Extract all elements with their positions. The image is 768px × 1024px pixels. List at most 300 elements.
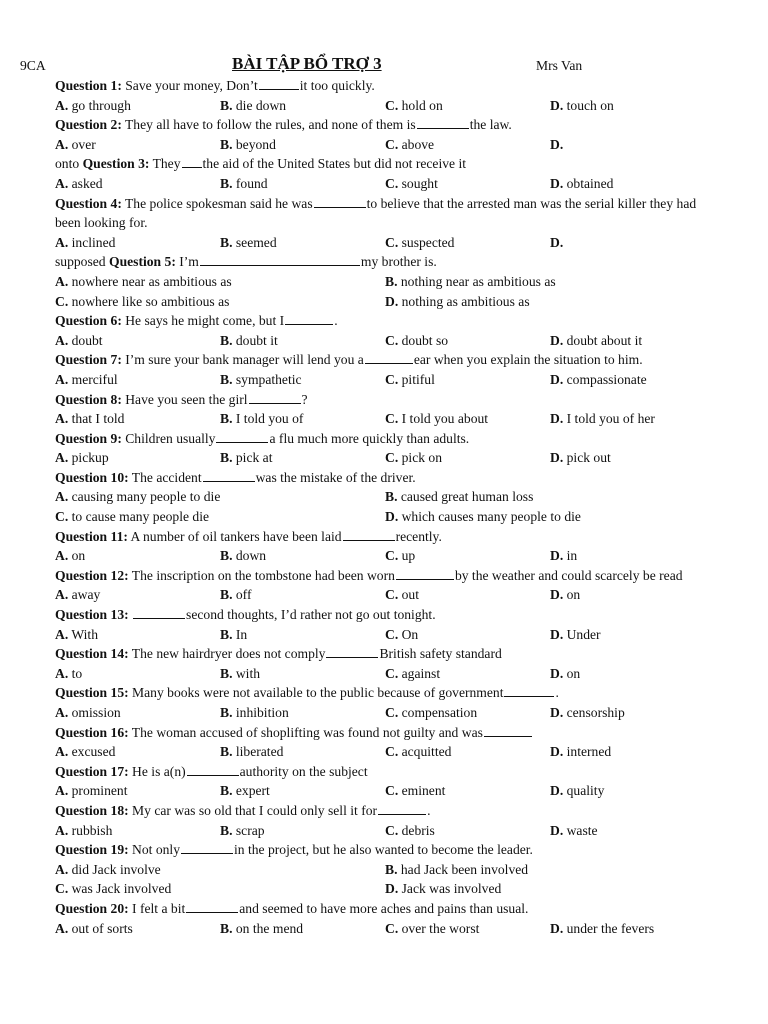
answer-option[interactable] [385,370,550,390]
answer-option[interactable] [385,919,550,939]
option-text: interned [563,744,612,760]
option-letter: C. [385,626,399,642]
answer-blank[interactable] [181,841,233,854]
option-text: nowhere near as ambitious as [68,273,232,289]
option-letter: B. [220,783,233,799]
question-text-before: The new hairdryer does not comply [128,646,326,662]
answer-option[interactable] [385,879,715,899]
question-text-after: ? [301,391,308,407]
answer-blank[interactable] [182,155,202,168]
answer-option[interactable] [220,96,385,116]
option-text: to [68,665,83,681]
answer-option[interactable] [385,487,715,507]
option-letter: A. [55,450,69,466]
option-text: on [563,665,581,681]
option-text: waste [563,822,598,838]
answer-blank[interactable] [417,116,469,129]
answer-option[interactable] [55,879,385,899]
option-letter: D. [550,744,564,760]
question-stem [55,644,715,664]
option-text: prominent [68,783,128,799]
answer-option[interactable] [550,409,715,429]
option-text: which causes many people to die [398,509,581,525]
question-label: Question 8: [55,391,122,407]
option-letter: A. [55,234,69,250]
answer-option[interactable] [385,409,550,429]
option-text: inclined [68,234,116,250]
answer-option[interactable] [385,625,550,645]
question-text-before: I felt a bit [128,900,186,916]
question-label: Question 6: [55,313,122,329]
option-text: omission [68,705,121,720]
option-text: compensation [398,705,478,720]
option-letter: C. [385,783,399,799]
answer-option[interactable] [55,409,220,429]
option-letter: A. [55,744,69,760]
option-letter: D. [550,548,564,564]
option-letter: D. [550,665,564,681]
answer-blank[interactable] [200,253,360,266]
answer-blank[interactable] [133,606,185,619]
answer-option[interactable] [385,546,550,566]
option-text: With [68,626,99,642]
answer-option[interactable] [220,625,385,645]
question-label: Question 10: [55,469,129,485]
question-text-after: it too quickly. [299,78,375,93]
question-text-after: second thoughts, I’d rather not go out tonight. [186,607,436,623]
question-stem [55,762,715,782]
question-list [55,76,715,938]
question-text-before: The police spokesman said he was [121,195,313,211]
answer-option[interactable] [385,781,550,801]
question-text-after: the law. [469,117,512,133]
answer-option[interactable] [220,664,385,684]
option-text: go through [68,97,131,113]
answer-option[interactable] [55,370,220,390]
answer-option[interactable] [550,370,715,390]
answer-option[interactable] [385,292,715,312]
option-text: suspected [398,234,455,250]
option-text: sympathetic [232,371,302,387]
answer-option[interactable] [385,448,550,468]
question-text-before [129,607,132,622]
option-letter: C. [385,371,399,387]
question-text-before: I’m sure your bank manager will lend you a [121,352,364,368]
question-stem [55,76,715,96]
answer-option[interactable] [550,625,715,645]
option-text: hold on [398,97,443,113]
option-letter: D. [385,881,399,897]
option-text: pitiful [398,371,435,387]
option-letter: B. [220,136,233,152]
question-text-before: My car was so old that I could only sell it for [128,802,378,818]
answer-option[interactable] [385,174,550,194]
answer-option[interactable] [385,703,550,723]
answer-option[interactable] [55,174,220,194]
question-text-before: Children usually [121,430,216,446]
answer-option[interactable] [220,135,385,155]
option-letter: D. [550,411,564,427]
option-text: die down [232,97,287,113]
answer-blank[interactable] [186,900,238,913]
option-text: that I told [68,411,125,427]
answer-option[interactable] [385,96,550,116]
option-letter: A. [55,920,69,936]
answer-option[interactable] [220,448,385,468]
answer-blank[interactable] [285,312,333,325]
option-text: eminent [398,783,446,799]
question-text-after: the aid of the United States but did not receive it [202,156,467,172]
question-label: Question 18: [55,802,129,818]
option-letter: A. [55,371,69,387]
answer-option[interactable] [550,919,715,939]
option-text: touch on [563,97,614,113]
option-letter: C. [385,411,399,427]
question-stem [55,252,715,272]
option-letter: D. [550,822,564,838]
answer-option[interactable] [385,331,550,351]
option-text: I told you of [232,411,304,427]
answer-option[interactable] [55,821,220,841]
question-text-before: He says he might come, but I [121,313,285,329]
option-text: compassionate [563,371,647,387]
question-label: Question 9: [55,430,122,446]
option-text: found [232,175,268,191]
answer-option[interactable] [220,781,385,801]
answer-option[interactable] [55,272,385,292]
answer-option[interactable] [55,331,220,351]
option-letter: B. [220,332,233,348]
carry-over-text: supposed [55,254,109,270]
answer-option[interactable] [550,96,715,116]
option-text: obtained [563,175,614,191]
option-text: doubt so [398,332,449,348]
option-text: causing many people to die [68,489,221,505]
option-text: rubbish [68,822,113,838]
option-letter: C. [385,332,399,348]
option-letter: A. [55,587,69,603]
option-letter: A. [55,411,69,427]
answer-option[interactable] [220,174,385,194]
option-text: with [232,665,261,681]
option-letter: D. [550,705,564,720]
options-row [55,625,715,645]
option-text: expert [232,783,270,799]
option-text: over the worst [398,920,480,936]
option-letter: B. [220,234,233,250]
option-text: nothing near as ambitious as [397,273,556,289]
answer-blank[interactable] [314,195,366,208]
question-text-before: The woman accused of shoplifting was found not guilty and was [128,724,483,740]
question-text-after: a flu much more quickly than adults. [269,430,470,446]
options-row [55,409,715,429]
option-text: nothing as ambitious as [398,293,530,309]
option-letter: A. [55,861,69,877]
option-letter: A. [55,97,69,113]
options-row [55,135,715,155]
options-row [55,860,715,880]
options-row [55,272,715,292]
answer-option[interactable] [550,781,715,801]
options-row [55,292,715,312]
option-letter: C. [385,744,399,760]
question-text-after: . [555,685,559,701]
question-label: Question 17: [55,763,129,779]
option-text: censorship [563,705,625,720]
option-text: over [68,136,96,152]
answer-option[interactable] [550,233,715,253]
answer-option[interactable] [55,135,220,155]
answer-option[interactable] [220,585,385,605]
option-letter: A. [55,175,69,191]
answer-option[interactable] [55,546,220,566]
option-letter: B. [220,587,233,603]
answer-option[interactable] [220,370,385,390]
option-letter: B. [220,97,233,113]
page-header [0,56,768,78]
option-letter: B. [220,548,233,564]
answer-blank[interactable] [187,763,239,776]
question-text-after: was the mistake of the driver. [255,469,416,485]
question-stem [55,840,715,860]
question-label: Question 13: [55,607,129,623]
question-stem [55,429,715,449]
question-stem [55,154,715,174]
options-row [55,664,715,684]
option-text: off [232,587,252,603]
answer-option[interactable] [55,860,385,880]
answer-blank[interactable] [326,645,378,658]
question-text-after: ear when you explain the situation to him. [413,352,643,368]
answer-blank[interactable] [504,684,554,697]
answer-option[interactable] [55,703,220,723]
option-letter: B. [220,175,233,191]
option-letter: D. [550,136,564,152]
answer-option[interactable] [55,742,220,762]
answer-option[interactable] [550,664,715,684]
question-label: Question 11: [55,528,128,544]
answer-option[interactable] [385,135,550,155]
answer-option[interactable] [550,703,715,723]
options-row [55,507,715,527]
answer-option[interactable] [220,742,385,762]
question-text-before: I’m [175,254,199,270]
question-stem [55,527,715,547]
answer-option[interactable] [55,919,220,939]
question-text-before: The inscription on the tombstone had been worn [128,567,395,583]
option-text: doubt it [232,332,278,348]
question-stem [55,605,715,625]
answer-option[interactable] [385,821,550,841]
option-letter: D. [385,509,399,525]
option-letter: A. [55,489,69,505]
answer-option[interactable] [385,233,550,253]
answer-option[interactable] [55,448,220,468]
options-row [55,487,715,507]
option-letter: D. [550,587,564,603]
answer-option[interactable] [550,742,715,762]
option-text: I told you about [398,411,489,427]
answer-blank[interactable] [216,430,268,443]
question-text-after: . [334,313,338,329]
answer-option[interactable] [55,292,385,312]
answer-blank[interactable] [249,391,301,404]
question-stem [55,390,715,410]
answer-option[interactable] [55,625,220,645]
question-text-after: . [427,802,431,818]
answer-blank[interactable] [343,528,395,541]
question-text-before: Save your money, Don’t [121,78,258,93]
option-text: beyond [232,136,276,152]
answer-option[interactable] [220,331,385,351]
option-text: pickup [68,450,109,466]
answer-option[interactable] [220,233,385,253]
option-letter: D. [550,332,564,348]
answer-option[interactable] [55,585,220,605]
option-letter: B. [220,371,233,387]
option-letter: C. [385,587,399,603]
option-letter: B. [220,450,233,466]
answer-option[interactable] [220,703,385,723]
option-text: excused [68,744,116,760]
question-label: Question 4: [55,195,122,211]
option-text: acquitted [398,744,452,760]
answer-option[interactable] [385,585,550,605]
answer-blank[interactable] [396,567,454,580]
question-label: Question 1: [55,78,122,93]
answer-option[interactable] [550,585,715,605]
option-letter: B. [220,744,233,760]
question-stem [55,899,715,919]
option-text: above [398,136,435,152]
option-text: sought [398,175,438,191]
option-text: Jack was involved [398,881,502,897]
answer-option[interactable] [385,272,715,292]
option-text: pick out [563,450,611,466]
question-text-before: They all have to follow the rules, and none of them is [121,117,416,133]
answer-option[interactable] [55,233,220,253]
answer-blank[interactable] [378,802,426,815]
option-text: inhibition [232,705,289,720]
answer-option[interactable] [385,664,550,684]
option-text: scrap [232,822,265,838]
question-text-after: to believe that the arrested man was the serial killer they had been looking for. [55,195,697,231]
answer-option[interactable] [220,409,385,429]
question-label: Question 12: [55,567,129,583]
option-text: In [232,626,248,642]
options-row [55,448,715,468]
question-text-after: authority on the subject [239,763,368,779]
question-text-before: Not only [128,842,180,858]
question-text-before: The accident [128,469,202,485]
option-letter: B. [220,411,233,427]
question-text-before: They [149,156,181,172]
answer-option[interactable] [55,664,220,684]
option-letter: B. [385,861,398,877]
answer-option[interactable] [550,821,715,841]
options-row [55,96,715,116]
answer-blank[interactable] [203,469,255,482]
answer-option[interactable] [550,135,715,155]
option-letter: A. [55,332,69,348]
answer-option[interactable] [55,781,220,801]
question-text-before: Have you seen the girl [121,391,248,407]
option-letter: B. [220,705,233,720]
answer-option[interactable] [55,96,220,116]
question-text-before: A number of oil tankers have been laid [127,528,342,544]
answer-option[interactable] [550,174,715,194]
option-letter: C. [385,97,399,113]
option-text: merciful [68,371,118,387]
answer-option[interactable] [55,487,385,507]
option-text: On [398,626,419,642]
answer-option[interactable] [385,507,715,527]
answer-option[interactable] [550,546,715,566]
option-text: on [563,587,581,603]
option-text: had Jack been involved [397,861,529,877]
option-text: out [398,587,419,603]
option-text: Under [563,626,601,642]
class-code: 9CA [20,58,46,73]
question-text-after: and seemed to have more aches and pains than usual. [239,900,529,916]
option-letter: B. [220,665,233,681]
option-letter: A. [55,626,69,642]
option-text: down [232,548,267,564]
option-text: to cause many people die [68,509,210,525]
answer-blank[interactable] [365,351,413,364]
option-text: away [68,587,101,603]
answer-blank[interactable] [259,77,299,90]
option-text: under the fevers [563,920,655,936]
option-letter: C. [385,234,399,250]
answer-option[interactable] [385,860,715,880]
answer-blank[interactable] [484,724,532,737]
answer-option[interactable] [220,821,385,841]
question-text-before: He is a(n) [128,763,186,779]
options-row [55,331,715,351]
answer-option[interactable] [55,507,385,527]
question-text-after: my brother is. [360,254,437,270]
option-letter: B. [385,273,398,289]
option-letter: A. [55,273,69,289]
option-letter: D. [550,920,564,936]
options-row [55,370,715,390]
option-letter: D. [550,234,564,250]
option-letter: D. [385,293,399,309]
option-text: doubt [68,332,103,348]
question-label: Question 5: [109,254,176,270]
option-text: liberated [232,744,284,760]
options-row [55,821,715,841]
option-letter: A. [55,705,69,720]
option-letter: C. [385,920,399,936]
option-text: did Jack involve [68,861,161,877]
option-text: asked [68,175,103,191]
option-letter: C. [55,293,69,309]
option-letter: C. [385,705,399,720]
answer-option[interactable] [550,331,715,351]
answer-option[interactable] [220,546,385,566]
option-text: I told you of her [563,411,655,427]
answer-option[interactable] [220,919,385,939]
option-letter: A. [55,783,69,799]
answer-option[interactable] [550,448,715,468]
question-text-after: British safety standard [379,646,502,662]
option-letter: B. [220,920,233,936]
answer-option[interactable] [385,742,550,762]
options-row [55,879,715,899]
question-stem [55,468,715,488]
